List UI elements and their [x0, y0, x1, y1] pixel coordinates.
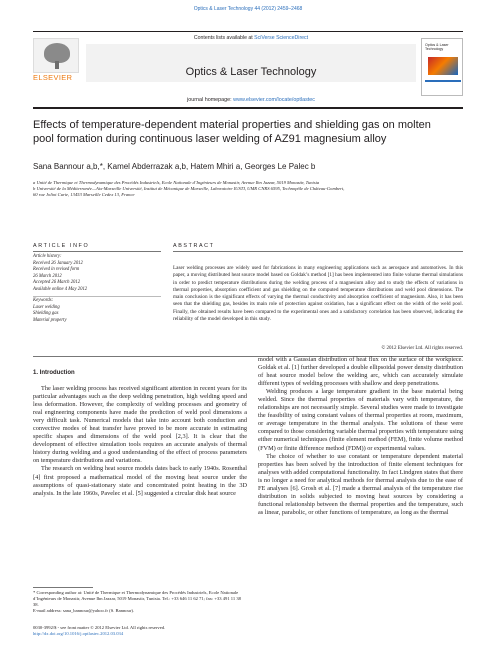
issn-block	[33, 625, 247, 637]
intro-heading: 1. Introduction	[33, 370, 75, 376]
affiliation-b: b Université de la Méditerranée—Aix-Marseille Université, Institut de Mécanique de Marseille, Laboratoire IUSTI, UMR CNRS 6595, Technopôle de Château-Gombert,	[33, 186, 345, 191]
paragraph: model with a Gaussian distribution of heat flux on the surface of the workpiece. Goldak et al. [1] further developed a double ellipsoidal power density distribution of heat source model below the welding arc, which can accurately simulate different types of welding processes with shallow and deep penetrations.	[258, 356, 463, 388]
history-label: Article history:	[33, 254, 62, 259]
history-rule	[33, 296, 161, 297]
article-info-rule	[33, 251, 161, 252]
journal-name: Optics & Laser Technology	[185, 66, 317, 78]
paragraph: The choice of whether to use constant or temperature dependent material properties has been solved by the introduction of finite element techniques for analyses with added computational functionality. In fact Lindgren states that there is no longer a need for analytical methods for thermal analysis due to the ease of FE analyses [6]. Grosh et al. [7] made a thermal analysis of the temperature rise distribution in solids subjected to moving heat sources by considering a functional relationship between the thermal properties and the temperature, such as linear, parabolic, or other functions of temperature, as long as the thermal	[258, 452, 463, 516]
keyword-item: Shielding gas	[33, 311, 59, 317]
history-revised-label: Received in revised form	[33, 267, 80, 273]
author-list: Sana Bannour a,b,*, Kamel Abderrazak a,b, Hatem Mhiri a, Georges Le Palec b	[33, 162, 316, 171]
header-rule-bottom	[33, 107, 463, 109]
journal-cover-thumbnail	[421, 38, 463, 96]
intro-right-column	[258, 356, 463, 517]
keywords-label: Keywords:	[33, 298, 54, 303]
article-history	[33, 254, 161, 294]
intro-left-column	[33, 385, 247, 498]
cover-image	[428, 57, 458, 75]
footnote	[33, 590, 247, 614]
abstract-rule	[173, 251, 463, 252]
affiliation-b-cont: 60 rue Joliot Curie, 13453 Marseille Cedex 13, France	[33, 192, 135, 197]
article-title: Effects of temperature-dependent material properties and shielding gas on molten pool formation during continuous laser welding of AZ91 magnesium alloy	[33, 119, 431, 145]
elsevier-logo-icon	[33, 38, 79, 73]
author-email[interactable]: E-mail address: sana_bannour@yahoo.fr (S. Bannour).	[33, 607, 135, 613]
paragraph: The laser welding process has received significant attention in recent years for its particular advantages such as the deep welding penetration, high welding speed and less deformation. However, the complexity of welding processes and geometry of real engineering components have made the prediction of weld pool dimensions a very difficult task. Numerical models that take into account both conduction and convective modes of heat transfer have proved to be more accurate in estimating specific shapes and dimensions of the weld pool [2,3]. It is clear that the development of effective simulation tools requires an accurate analysis of thermal history during welding and a good understanding of the effect of process parameters on temperature distributions and variations.	[33, 385, 247, 465]
history-received: Received 26 January 2012	[33, 260, 83, 266]
paragraph: The research on welding heat source models dates back to early 1940s. Rosenthal [4] first proposed a mathematical model of the moving heat source under the assumptions of quasi-stationary state and concentrated point heating in the 3D analysis. In the late 1960s, Pavelec et al. [5] suggested a circular disk heat source	[33, 465, 247, 497]
sciencedirect-link[interactable]: SciVerse ScienceDirect	[254, 35, 309, 41]
doi-link[interactable]: http://dx.doi.org/10.1016/j.optlastec.2012.03.034	[33, 631, 124, 636]
history-revised-date: 26 March 2012	[33, 273, 62, 279]
corresponding-author-note: * Corresponding author at: Unité de Thermique et Thermodynamique des Procédés Industriels, Ecole Nationale d’Ingénieurs de Monastir, Avenue Ibn Jazzar, 5019 Monastir, Tunisia. Tel.: +33 646 11 62 71; fax: +33 491 11 38 38.	[33, 590, 241, 607]
history-accepted: Accepted 26 March 2012	[33, 280, 81, 286]
affiliation-a: a Unité de Thermique et Thermodynamique des Procédés Industriels, Ecole Nationale d’Ingénieurs de Monastir, Avenue Ibn Jazzar, 5019 Monastir, Tunisia	[33, 180, 320, 185]
homepage-link[interactable]: www.elsevier.com/locate/optlastec	[233, 97, 315, 103]
cover-title: Optics & Laser Technology	[425, 43, 449, 52]
keywords-block	[33, 298, 161, 324]
footnote-rule	[33, 587, 93, 588]
publisher-name: ELSEVIER	[33, 73, 73, 82]
abstract-text: Laser welding processes are widely used for fabrications in many engineering applications such as aerospace and automotives. In this paper, a moving distributed heat source model based on Goldak’s method [1] has been implemented into finite volume thermal simulations in order to predict temperature distributions during the welding process of a magnesium alloy and to study the effects of variations in thermal properties, absorption coefficient and gas shielding on the computed temperature distributions and weld pool dimensions. The main conclusion is the significant effects of varying the thermal conductivity and absorption coefficient of magnesium. Also, it has been seen that the shielding gas, besides its main role of protection against oxidation, has a significant effect on the width of the weld pool. Finally, the obtained results have been compared to the experimental ones and a satisfactory correlation has been observed, indicating the reliability of the model developed in this study.	[173, 265, 463, 323]
keyword-item: Material property	[33, 317, 67, 323]
article-info-heading: ARTICLE INFO	[33, 243, 90, 249]
contents-availability: Contents lists available at SciVerse ScienceDirect	[193, 35, 309, 41]
keyword-item: Laser welding	[33, 304, 60, 310]
history-online: Available online 4 May 2012	[33, 286, 88, 292]
abstract-heading: ABSTRACT	[173, 243, 215, 249]
copyright-line: © 2012 Elsevier Ltd. All rights reserved.	[381, 346, 463, 351]
journal-homepage: journal homepage: www.elsevier.com/locate/optlastec	[187, 97, 315, 103]
paragraph: Welding produces a large temperature gradient in the base material being welded. Since the thermal properties of materials vary with temperature, the relationships are not necessarily simple. Several studies were made to investigate the feasibility of using constant values of thermal properties at room, maximum, or average temperature in the thermal analysis. The solutions of these were compared to those considering variable thermal properties with temperature using either numerical techniques (finite element method (FEM), finite volume method (FVM) or finite difference method (FDM)) or experimental values.	[258, 388, 463, 452]
issn-line: 0030-3992/$ - see front matter © 2012 Elsevier Ltd. All rights reserved.	[33, 625, 166, 630]
header-rule-top	[33, 31, 463, 32]
running-head: Optics & Laser Technology 44 (2012) 2459–2468	[193, 6, 303, 12]
